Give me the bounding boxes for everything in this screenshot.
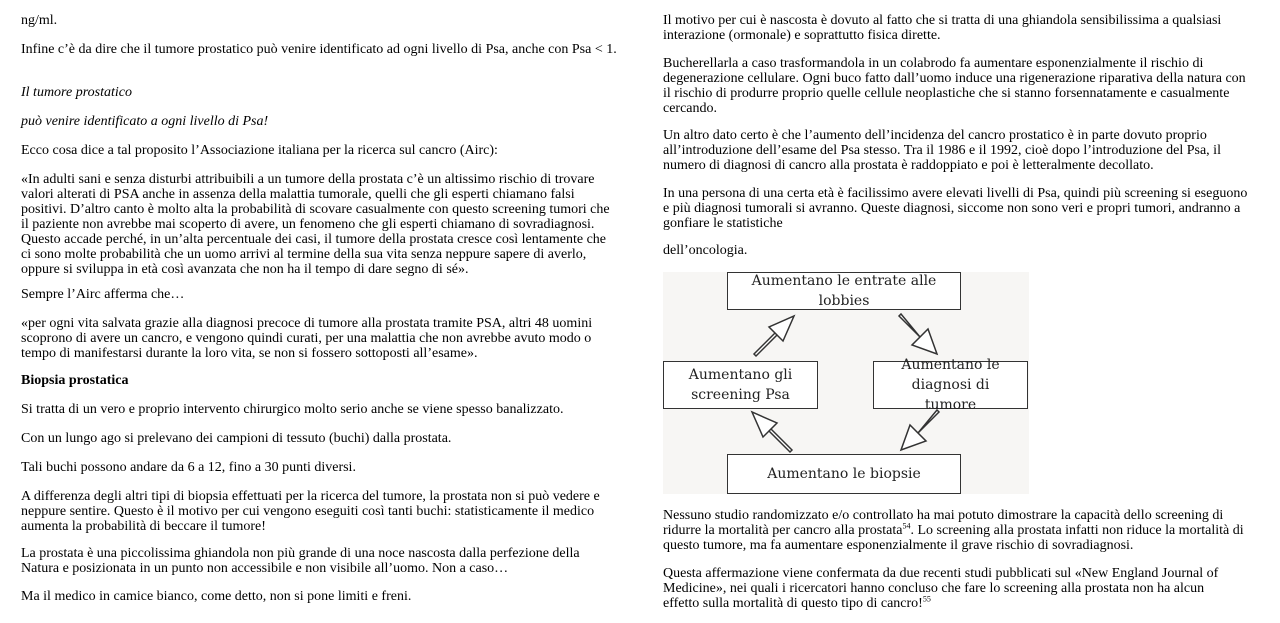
- diagram-box-bottom: Aumentano le biopsie: [727, 454, 961, 494]
- arrow-up-right-icon: [748, 312, 798, 358]
- paragraph: Il motivo per cui è nascosta è dovuto al fatto che si tratta di una ghiandola sensibilissima a qualsiasi interazione (ormonale) e soprattutto fisica dirette.: [663, 13, 1222, 43]
- paragraph-text: . Lo screening alla prostata infatti non riduce la mortalità di questo tumore, ma fa aumentare esponenzialmente il grave rischio di sovradiagnosi.: [663, 523, 1244, 553]
- paragraph: Sempre l’Airc afferma che…: [21, 287, 185, 302]
- paragraph: In una persona di una certa età è facilissimo avere elevati livelli di Psa, quindi più screening si eseguono e più diagnosi tumorali si avranno. Queste diagnosi, siccome non sono veri e propri tumori, andranno a gonfiare le statistiche: [663, 186, 1248, 231]
- paragraph: [663, 508, 1255, 553]
- paragraph: Un altro dato certo è che l’aumento dell’incidenza del cancro prostatico è in parte dovuto proprio all’introduzione dell’esame del Psa stesso. Tra il 1986 e il 1992, cioè dopo l’introduzione del Psa, il numero di diagnosi di cancro alla prostata è raddoppiato e poi è letteralmente decollato.: [663, 128, 1221, 173]
- paragraph: Infine c’è da dire che il tumore prostatico può venire identificato ad ogni livello di Psa, anche con Psa < 1.: [21, 42, 617, 57]
- paragraph: Bucherellarla a caso trasformandola in un colabrodo fa aumentare esponenzialmente il rischio di degenerazione cellulare. Ogni buco fatto dall’uomo induce una rigenerazione riparativa della natura con il rischio di produrre proprio quelle cellule neoplastiche che si stanno forsennatamente e casualmente cercando.: [663, 56, 1246, 116]
- paragraph: Tali buchi possono andare da 6 a 12, fino a 30 punti diversi.: [21, 460, 356, 475]
- paragraph-text: Nessuno studio randomizzato e/o controllato ha mai potuto dimostrare la capacità dello screening di ridurre la mortalità per cancro alla prostata: [663, 508, 1224, 538]
- quote-paragraph: «In adulti sani e senza disturbi attribuibili a un tumore della prostata c’è un altissimo rischio di trovare valori alterati di PSA anche in assenza della malattia tumorale, quelli che gli esperti chiamano falsi positivi. D’altro canto è molto alta la probabilità di scovare casualmente con questo screening tumori che il paziente non avrebbe mai scoperto di avere, un fenomeno che gli esperti chiamano di sovradiagnosi. Questo accade perché, in un’alta percentuale dei casi, il tumore della prostata cresce così lentamente che ci sono molte probabilità che un uomo arrivi al termine della sua vita senza neppure sapere di averlo, oppure si sviluppa in età così avanzata che non ha il tempo di dare segno di sé».: [21, 172, 610, 277]
- quote-paragraph: «per ogni vita salvata grazie alla diagnosi precoce di tumore alla prostata tramite PSA, altri 48 uomini scoprono di avere un cancro, e vengono quindi curati, per una malattia che non avrebbe avuto modo o tempo di manifestarsi durante la loro vita, se non si fossero sottoposti all’esame».: [21, 316, 593, 361]
- paragraph: La prostata è una piccolissima ghiandola non più grande di una noce nascosta dalla perfezione della Natura e posizionata in un punto non accessibile e non visibile all’uomo. Non a caso…: [21, 546, 580, 576]
- arrow-down-right-icon: [893, 312, 943, 358]
- footnote-ref[interactable]: 55: [922, 594, 931, 604]
- diagram-box-top: Aumentano le entrate alle lobbies: [727, 272, 961, 310]
- cycle-diagram: [663, 272, 1029, 494]
- italic-paragraph: Il tumore prostatico: [21, 85, 132, 100]
- paragraph: dell’oncologia.: [663, 243, 748, 258]
- arrow-up-left-icon: [748, 408, 798, 454]
- paragraph: [663, 566, 1243, 611]
- paragraph: Con un lungo ago si prelevano dei campioni di tessuto (buchi) dalla prostata.: [21, 431, 452, 446]
- diagram-box-left: Aumentano gli screening Psa: [663, 361, 818, 409]
- paragraph-text: Questa affermazione viene confermata da due recenti studi pubblicati sul «New England Journal of Medicine», nei quali i ricercatori hanno concluso che fare lo screening alla prostata non ha alcun effetto sulla mortalità di questo tipo di cancro!: [663, 566, 1219, 611]
- italic-paragraph: può venire identificato a ogni livello di Psa!: [21, 114, 269, 129]
- arrow-down-left-icon: [895, 408, 945, 454]
- section-heading: Biopsia prostatica: [21, 373, 129, 388]
- footnote-ref[interactable]: 54: [902, 521, 911, 531]
- paragraph: Ecco cosa dice a tal proposito l’Associazione italiana per la ricerca sul cancro (Airc):: [21, 143, 498, 158]
- paragraph: A differenza degli altri tipi di biopsia effettuati per la ricerca del tumore, la prostata non si può vedere e neppure sentire. Questo è il motivo per cui vengono eseguiti così tanti buchi: statisticamente il medico aumenta la probabilità di beccare il tumore!: [21, 489, 600, 534]
- paragraph: Si tratta di un vero e proprio intervento chirurgico molto serio anche se viene spesso banalizzato.: [21, 402, 564, 417]
- diagram-box-right: Aumentano le diagnosi di tumore: [873, 361, 1028, 409]
- paragraph: Ma il medico in camice bianco, come detto, non si pone limiti e freni.: [21, 589, 412, 604]
- paragraph: ng/ml.: [21, 13, 58, 28]
